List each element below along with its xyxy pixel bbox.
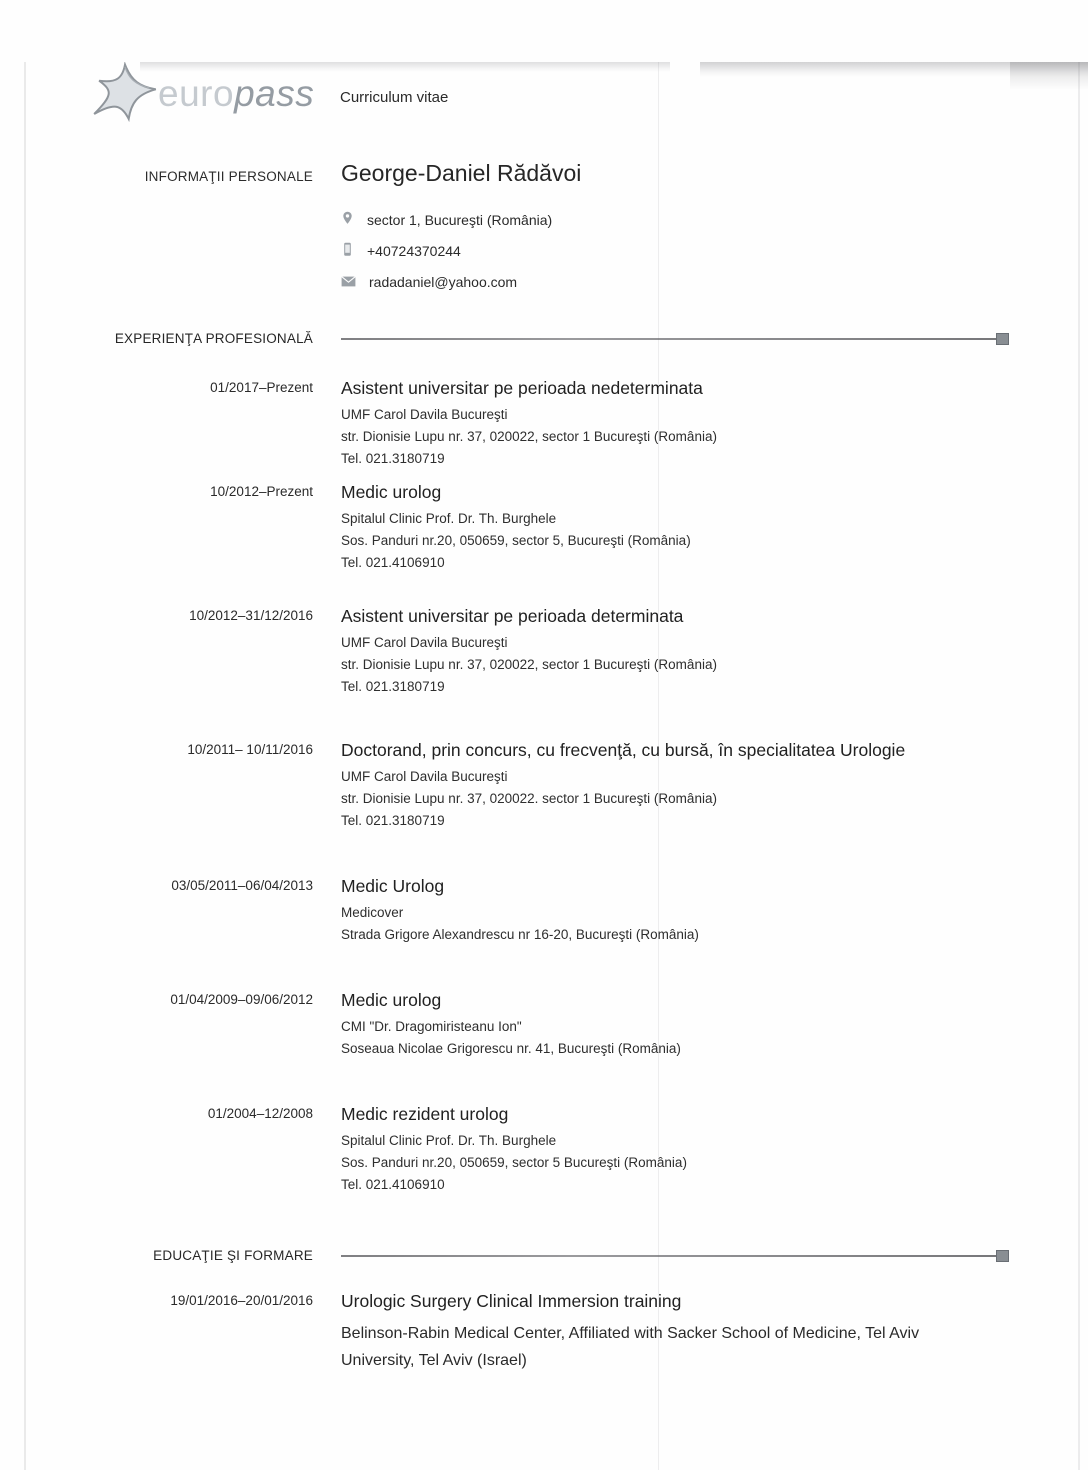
entry-detail-line: UMF Carol Davila Bucureşti: [341, 635, 508, 650]
entry-title: Medic urolog: [341, 482, 442, 502]
contact-location: [341, 210, 1088, 229]
entry-details: [341, 1130, 1088, 1196]
section-divider-endcap: [996, 333, 1009, 345]
personal-info-section: [0, 160, 1088, 291]
education-section-header: [0, 1248, 1088, 1263]
entry-date: 10/2011– 10/11/2016: [187, 742, 313, 757]
scanned-cv-page: [0, 62, 1088, 1470]
entry-detail-line: Tel. 021.3180719: [341, 679, 445, 694]
entry-date: 03/05/2011–06/04/2013: [171, 878, 313, 893]
entry-date: 19/01/2016–20/01/2016: [170, 1293, 313, 1308]
section-divider: [341, 333, 1088, 345]
entry-details: [341, 766, 1088, 832]
entry-details: [341, 902, 1088, 946]
entry-date: 10/2012–31/12/2016: [189, 608, 313, 623]
entry-detail-line: Medicover: [341, 905, 404, 920]
entry-detail-line: Spitalul Clinic Prof. Dr. Th. Burghele: [341, 511, 557, 526]
experience-entry: [0, 604, 1088, 698]
entry-detail-line: Tel. 021.3180719: [341, 813, 445, 828]
entry-date: 01/2017–Prezent: [210, 380, 313, 395]
experience-entry: [0, 1102, 1088, 1196]
experience-entry: [0, 376, 1088, 470]
entry-date: 01/04/2009–09/06/2012: [170, 992, 313, 1007]
entry-date: 10/2012–Prezent: [210, 484, 313, 499]
logo-euro-text: euro: [158, 72, 235, 114]
entry-detail-line: Tel. 021.3180719: [341, 451, 445, 466]
entry-detail-line: Belinson-Rabin Medical Center, Affiliated with Sacker School of Medicine, Tel Aviv University, Tel Aviv (Israel): [341, 1325, 920, 1369]
entry-details: [341, 404, 1088, 470]
envelope-icon: [341, 274, 356, 290]
personal-info-label: INFORMAŢII PERSONALE: [144, 169, 313, 184]
section-divider: [341, 1250, 1088, 1262]
location-pin-icon: [341, 211, 354, 228]
entry-details: [341, 632, 1088, 698]
entry-title: Asistent universitar pe perioada nedeterminata: [341, 378, 703, 398]
experience-section-header: [0, 331, 1088, 346]
entry-title: Urologic Surgery Clinical Immersion training: [341, 1291, 682, 1311]
entry-detail-line: UMF Carol Davila Bucureşti: [341, 769, 508, 784]
contact-phone: [341, 241, 1088, 260]
contact-location-text: sector 1, Bucureşti (România): [367, 211, 553, 228]
entry-detail-line: UMF Carol Davila Bucureşti: [341, 407, 508, 422]
entry-title: Doctorand, prin concurs, cu frecvenţă, cu bursă, în specialitatea Urologie: [341, 740, 906, 760]
entry-detail-line: Sos. Panduri nr.20, 050659, sector 5 Bucureşti (România): [341, 1155, 687, 1170]
entry-detail-line: str. Dionisie Lupu nr. 37, 020022, sector 1 Bucureşti (România): [341, 429, 717, 444]
experience-entry: [0, 738, 1088, 832]
document-type-label: Curriculum vitae: [340, 89, 449, 106]
education-section-label: EDUCAŢIE ŞI FORMARE: [153, 1248, 313, 1263]
experience-entry: [0, 988, 1088, 1060]
entry-detail-line: CMI "Dr. Dragomiristeanu Ion": [341, 1019, 522, 1034]
europass-logo: [88, 62, 340, 124]
section-divider-line: [341, 338, 996, 340]
person-name: George-Daniel Rădăvoi: [341, 160, 582, 186]
section-divider-line: [341, 1255, 996, 1257]
experience-section-label: EXPERIENŢA PROFESIONALĂ: [114, 331, 313, 346]
entry-details: [341, 1016, 1088, 1060]
contact-list: [341, 210, 1088, 291]
entry-details: [341, 508, 1088, 574]
entry-date: 01/2004–12/2008: [207, 1106, 313, 1121]
entry-title: Medic Urolog: [341, 876, 445, 896]
entry-detail-line: Strada Grigore Alexandrescu nr 16-20, Bucureşti (România): [341, 927, 699, 942]
europass-wordmark: [158, 72, 315, 114]
europass-star-icon: [88, 62, 162, 124]
entry-detail-line: Soseaua Nicolae Grigorescu nr. 41, Bucureşti (România): [341, 1041, 681, 1056]
education-entry: [0, 1289, 1088, 1374]
entry-detail-line: str. Dionisie Lupu nr. 37, 020022, sector 1 Bucureşti (România): [341, 657, 717, 672]
entry-detail-line: str. Dionisie Lupu nr. 37, 020022. sector 1 Bucureşti (România): [341, 791, 717, 806]
entry-detail-line: Tel. 021.4106910: [341, 1177, 445, 1192]
entry-title: Medic rezident urolog: [341, 1104, 509, 1124]
entry-detail-line: Tel. 021.4106910: [341, 555, 445, 570]
contact-email-text: radadaniel@yahoo.com: [369, 273, 518, 290]
entry-detail-line: Sos. Panduri nr.20, 050659, sector 5, Bucureşti (România): [341, 533, 691, 548]
header: [88, 62, 1088, 124]
entry-title: Medic urolog: [341, 990, 442, 1010]
contact-email: [341, 272, 1088, 291]
mobile-phone-icon: [341, 242, 354, 260]
entry-title: Asistent universitar pe perioada determinata: [341, 606, 684, 626]
logo-pass-text: pass: [234, 72, 315, 114]
entry-detail-line: Spitalul Clinic Prof. Dr. Th. Burghele: [341, 1133, 557, 1148]
section-divider-endcap: [996, 1250, 1009, 1262]
experience-entry: [0, 480, 1088, 574]
experience-entry: [0, 874, 1088, 946]
contact-phone-text: +40724370244: [367, 242, 461, 259]
